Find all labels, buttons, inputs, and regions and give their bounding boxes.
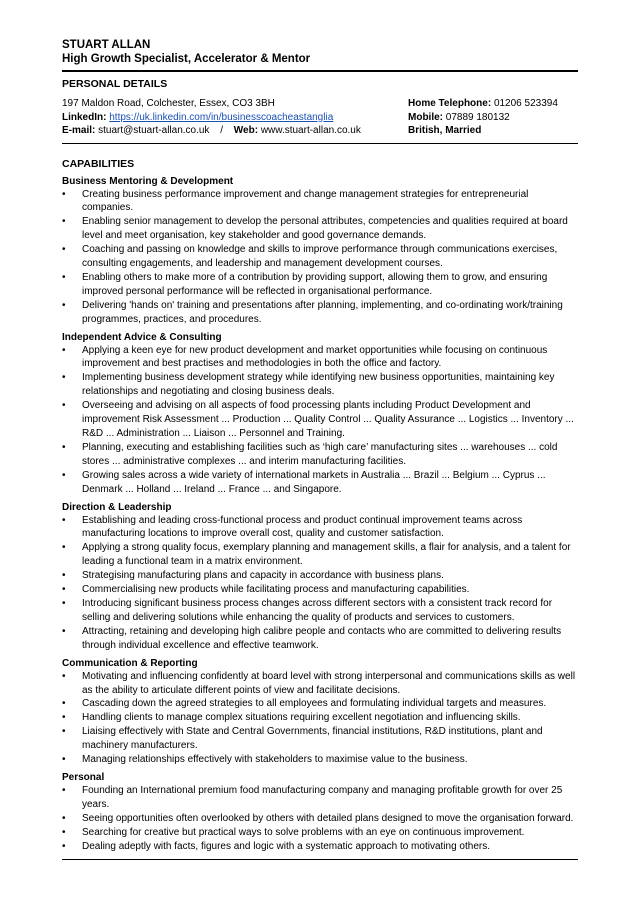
list-item	[62, 597, 578, 625]
list-item	[62, 441, 578, 469]
bullet-icon: •	[62, 698, 66, 710]
list-item-text: Coaching and passing on knowledge and skills to improve performance through communications exercises, consulting engagements, and leadership and management development courses.	[82, 244, 558, 270]
list-item-text: Applying a strong quality focus, exemplary planning and management skills, a flair for analysis, and a talent for leading a functional team in a matrix environment.	[82, 542, 571, 568]
capabilities-heading: CAPABILITIES	[62, 157, 135, 170]
list-item	[62, 711, 578, 725]
list-item-text: Cascading down the agreed strategies to all employees and formulating individual targets and measures.	[82, 698, 547, 710]
list-item-text: Seeing opportunities often overlooked by others with detailed plans designed to move the organisation forward.	[82, 812, 574, 824]
web-value: www.stuart-allan.co.uk	[260, 125, 361, 136]
list-item-text: Liaising effectively with State and Central Governments, financial institutions, R&D institutions, plant and machinery manufacturers.	[82, 726, 543, 752]
bullet-list	[62, 188, 578, 327]
email-label: E-mail:	[62, 125, 96, 136]
list-item	[62, 399, 578, 441]
list-item-text: Delivering 'hands on' training and presentations after planning, implementing, and co-ordinating work/training programmes, practices, and procedures.	[82, 299, 563, 325]
list-item	[62, 784, 578, 812]
bullet-icon: •	[62, 584, 66, 596]
list-item-text: Overseeing and advising on all aspects of food processing plants including Product Development and improvement Risk Assessment ... Production ... Quality Control ... Quality Assurance ... Logistics ... Inventory ... R&D ... Administration ... Liaison ... Personnel and Training.	[82, 400, 574, 439]
home-telephone-value: 01206 523394	[493, 98, 558, 109]
separator: /	[220, 125, 223, 136]
list-item	[62, 344, 578, 372]
list-item	[62, 243, 578, 271]
personal-details	[62, 97, 578, 138]
web-label: Web:	[233, 125, 259, 136]
bullet-icon: •	[62, 542, 66, 554]
bullet-icon: •	[62, 726, 66, 738]
list-item-text: Motivating and influencing confidently at board level with strong interpersonal and communications skills as well as the ability to articulate different points of view and facilitate decisions.	[82, 670, 576, 696]
linkedin-line	[62, 111, 402, 125]
list-item	[62, 725, 578, 753]
person-name: STUART ALLAN	[62, 39, 151, 51]
list-item-text: Enabling senior management to develop the personal attributes, competencies and qualities required at board level and meet organisation, key stakeholder and good governance demands.	[82, 216, 568, 242]
bullet-list	[62, 344, 578, 497]
email-value: stuart@stuart-allan.co.uk	[98, 125, 210, 136]
list-item-text: Implementing business development strategy while identifying new business opportunities, maintaining key relationships and negotiating and closing business deals.	[82, 372, 555, 398]
list-item-text: Applying a keen eye for new product development and market opportunities while focusing on continuous improvement and best practises and methodologies in both the office and factory.	[82, 344, 548, 370]
list-item-text: Introducing significant business process changes across different sectors with a consistent track record for selling and delivering solutions while enhancing the quality of products and services to customers.	[82, 597, 553, 623]
list-item-text: Handling clients to manage complex situations requiring excellent negotiation and influencing skills.	[82, 712, 521, 724]
bullet-icon: •	[62, 712, 66, 724]
bullet-icon: •	[62, 469, 66, 481]
bullet-icon: •	[62, 597, 66, 609]
list-item	[62, 469, 578, 497]
bullet-icon: •	[62, 670, 66, 682]
bullet-icon: •	[62, 812, 66, 824]
list-item	[62, 826, 578, 840]
list-item-text: Strategising manufacturing plans and capacity in accordance with business plans.	[82, 570, 444, 582]
personal-details-heading: PERSONAL DETAILS	[62, 78, 168, 90]
email-web-line	[62, 124, 402, 138]
nationality-status: British, Married	[408, 125, 482, 136]
list-item-text: Attracting, retaining and developing high calibre people and contacts who are committed to delivering results through individual excellence and effective teamwork.	[82, 625, 562, 651]
list-item	[62, 583, 578, 597]
list-item	[62, 541, 578, 569]
bullet-icon: •	[62, 625, 66, 637]
list-item	[62, 697, 578, 711]
list-item	[62, 215, 578, 243]
list-item	[62, 840, 578, 854]
bullet-list	[62, 514, 578, 653]
capability-sections	[62, 175, 578, 854]
address: 197 Maldon Road, Colchester, Essex, CO3 3BH	[62, 98, 275, 109]
list-item-text: Managing relationships effectively with stakeholders to maximise value to the business.	[82, 754, 468, 766]
list-item-text: Growing sales across a wide variety of international markets in Australia ... Brazil ... Belgium ... Cyprus ... Denmark ... Holland ... Ireland ... France ... and Singapore.	[82, 469, 546, 495]
bullet-icon: •	[62, 570, 66, 582]
list-item	[62, 371, 578, 399]
list-item-text: Searching for creative but practical ways to solve problems with an eye on continuous improvement.	[82, 826, 525, 838]
divider	[62, 70, 578, 72]
bullet-icon: •	[62, 826, 66, 838]
list-item	[62, 188, 578, 216]
list-item-text: Dealing adeptly with facts, figures and logic with a systematic approach to motivating others.	[82, 840, 490, 852]
list-item	[62, 670, 578, 698]
capability-subheading: Communication & Reporting	[62, 657, 198, 669]
bullet-icon: •	[62, 754, 66, 766]
bullet-icon: •	[62, 344, 66, 356]
bullet-icon: •	[62, 299, 66, 311]
bullet-icon: •	[62, 441, 66, 453]
capability-subheading: Direction & Leadership	[62, 501, 172, 513]
resume-page	[62, 38, 578, 860]
bullet-icon: •	[62, 400, 66, 412]
list-item-text: Commercialising new products while facilitating process and manufacturing capabilities.	[82, 584, 470, 596]
capability-subheading: Independent Advice & Consulting	[62, 331, 222, 343]
list-item-text: Planning, executing and establishing facilities such as ‘high care’ manufacturing sites ... warehouses ... cold stores ... administrative complexes ... and interim manufacturing facilities.	[82, 441, 558, 467]
bullet-list	[62, 784, 578, 854]
capability-subheading: Personal	[62, 771, 105, 783]
mobile-value: 07889 180132	[445, 111, 510, 123]
list-item	[62, 299, 578, 327]
bullet-icon: •	[62, 514, 66, 526]
bullet-icon: •	[62, 188, 66, 200]
list-item	[62, 812, 578, 826]
list-item	[62, 569, 578, 583]
linkedin-label: LinkedIn:	[62, 111, 107, 123]
divider	[62, 859, 578, 860]
list-item	[62, 625, 578, 653]
list-item	[62, 271, 578, 299]
bullet-icon: •	[62, 784, 66, 796]
list-item	[62, 514, 578, 542]
professional-title: High Growth Specialist, Accelerator & Mentor	[62, 53, 311, 65]
home-telephone-line	[408, 97, 578, 111]
bullet-list	[62, 670, 578, 767]
mobile-label: Mobile:	[408, 111, 443, 123]
bullet-icon: •	[62, 840, 66, 852]
bullet-icon: •	[62, 372, 66, 384]
list-item-text: Creating business performance improvement and change management strategies for entrepreneurial companies.	[82, 188, 529, 214]
bullet-icon: •	[62, 216, 66, 228]
mobile-line	[408, 111, 578, 125]
bullet-icon: •	[62, 271, 66, 283]
capability-subheading: Business Mentoring & Development	[62, 175, 234, 187]
list-item-text: Establishing and leading cross-functional process and product continual improvement teams across manufacturing locations to improve overall cost, quality and customer satisfaction.	[82, 514, 523, 540]
bullet-icon: •	[62, 244, 66, 256]
home-telephone-label: Home Telephone:	[408, 98, 492, 109]
list-item-text: Founding an International premium food manufacturing company and managing profitable growth for over 25 years.	[82, 784, 563, 810]
list-item	[62, 753, 578, 767]
linkedin-link[interactable]: https://uk.linkedin.com/in/businesscoacheastanglia	[109, 111, 334, 123]
list-item-text: Enabling others to make more of a contribution by providing support, allowing them to grow, and ensuring improved personal performance will be reflected in organisational performance.	[82, 271, 548, 297]
